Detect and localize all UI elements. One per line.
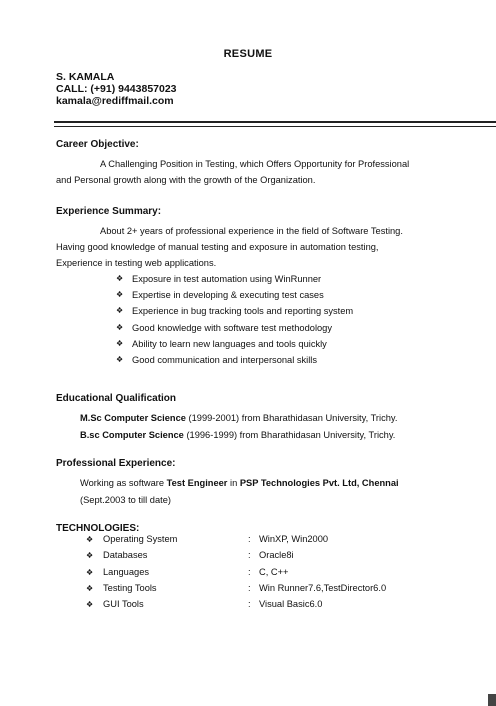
education-item-bsc: B.sc Computer Science (1996-1999) from Bharathidasan University, Trichy. (80, 429, 396, 440)
experience-summary-line-1: About 2+ years of professional experience in the field of Software Testing. (100, 226, 403, 236)
page-title: RESUME (223, 48, 273, 60)
corner-mark (488, 694, 496, 706)
professional-experience-line: Working as software Test Engineer in PSP Technologies Pvt. Ltd, Chennai (80, 478, 399, 488)
table-row: ❖ Operating System : WinXP, Win2000 (86, 534, 329, 544)
divider-thick (54, 121, 496, 123)
list-item: ❖ Ability to learn new languages and tools quickly (116, 336, 454, 352)
list-item: ❖ Good communication and interpersonal skills (116, 352, 454, 368)
diamond-bullet-icon: ❖ (86, 567, 94, 577)
list-item: ❖ Expertise in developing & executing test cases (116, 287, 454, 303)
education-heading: Educational Qualification (56, 393, 177, 404)
diamond-bullet-icon: ❖ (116, 290, 124, 300)
table-row: ❖ Languages : C, C++ (86, 566, 289, 577)
experience-summary-line-2: Having good knowledge of manual testing and exposure in automation testing, (56, 242, 379, 252)
education-item-msc: M.Sc Computer Science (1999-2001) from Bharathidasan University, Trichy. (80, 413, 398, 423)
diamond-bullet-icon: ❖ (116, 338, 124, 348)
experience-bullet-list (116, 271, 454, 368)
table-row: ❖ Testing Tools : Win Runner7.6,TestDirector6.0 (86, 582, 387, 593)
list-item: ❖ Experience in bug tracking tools and reporting system (116, 303, 454, 319)
technologies-heading: TECHNOLOGIES: (56, 523, 140, 534)
phone-number: CALL: (+91) 9443857023 (56, 83, 177, 95)
list-item: ❖ Exposure in test automation using WinRunner (116, 271, 454, 287)
experience-summary-line-3: Experience in testing web applications. (56, 258, 217, 268)
table-row: ❖ Databases : Oracle8i (86, 550, 294, 561)
professional-experience-period: (Sept.2003 to till date) (80, 494, 171, 505)
diamond-bullet-icon: ❖ (86, 535, 94, 544)
career-objective-heading: Career Objective: (56, 139, 139, 150)
diamond-bullet-icon: ❖ (116, 355, 124, 365)
diamond-bullet-icon: ❖ (116, 306, 124, 316)
table-row: ❖ GUI Tools : Visual Basic6.0 (86, 599, 323, 610)
divider-thin (54, 126, 496, 127)
career-objective-section (56, 139, 454, 188)
diamond-bullet-icon: ❖ (86, 600, 94, 610)
experience-summary-heading: Experience Summary: (56, 206, 162, 217)
diamond-bullet-icon: ❖ (116, 274, 124, 283)
diamond-bullet-icon: ❖ (86, 551, 94, 561)
diamond-bullet-icon: ❖ (86, 583, 94, 593)
professional-experience-section (56, 458, 454, 508)
technologies-section (56, 523, 454, 615)
professional-experience-heading: Professional Experience: (56, 458, 176, 469)
experience-summary-section (56, 206, 454, 368)
email-address: kamala@rediffmail.com (56, 95, 174, 107)
career-objective-line-2: and Personal growth along with the growth of the Organization. (56, 175, 316, 185)
list-item: ❖ Good knowledge with software test methodology (116, 320, 454, 336)
diamond-bullet-icon: ❖ (116, 322, 124, 332)
contact-block (56, 71, 177, 107)
education-section (56, 393, 454, 443)
career-objective-line-1: A Challenging Position in Testing, which Offers Opportunity for Professional (100, 159, 410, 169)
candidate-name: S. KAMALA (56, 71, 115, 83)
